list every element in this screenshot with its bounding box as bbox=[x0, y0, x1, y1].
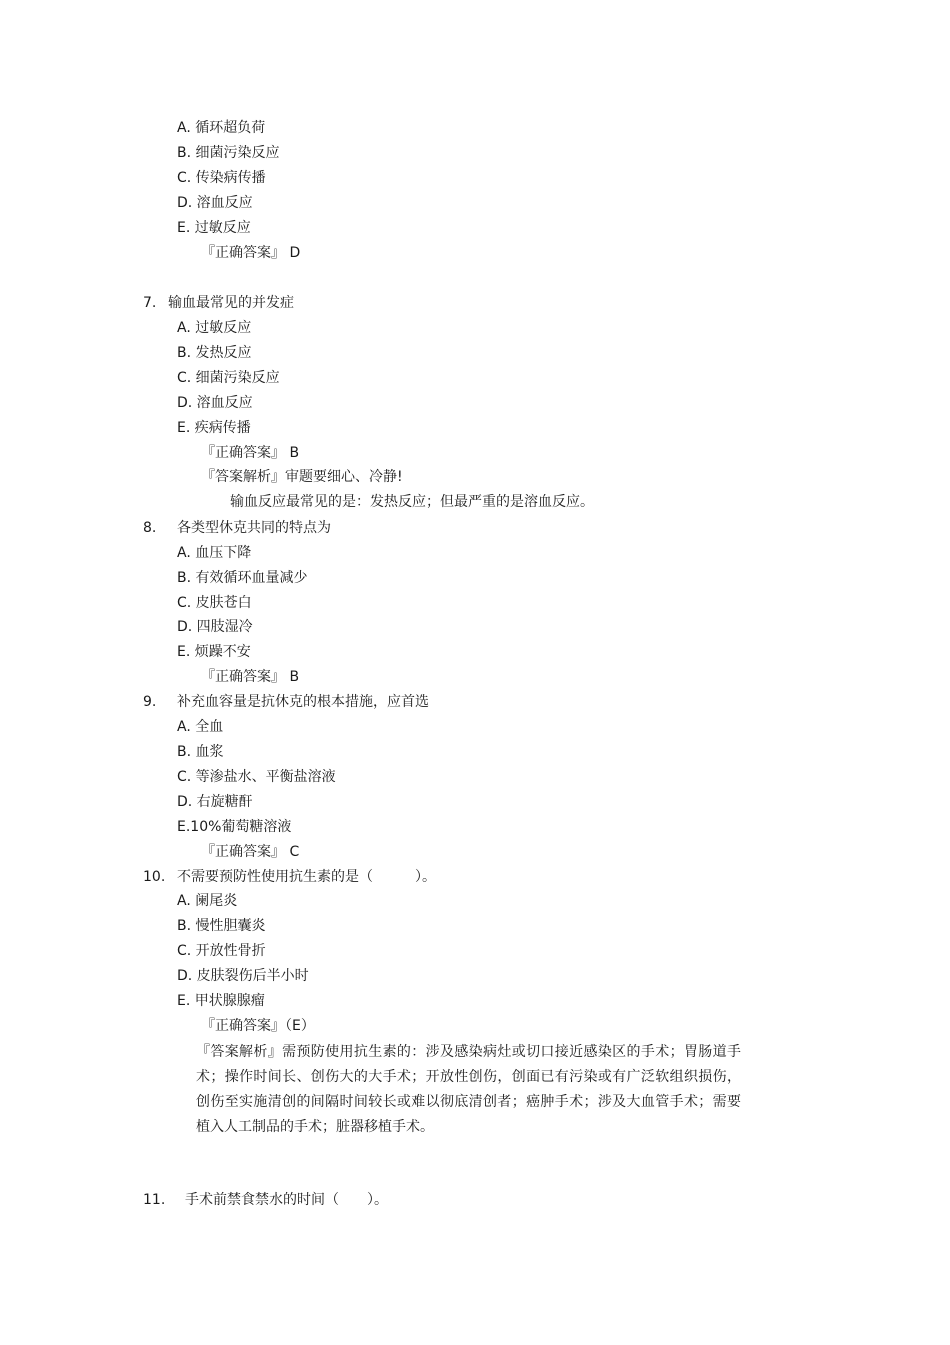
q9-option-e: E.10%葡萄糖溶液 bbox=[177, 819, 292, 835]
q10-question: 不需要预防性使用抗生素的是（ ）。 bbox=[177, 869, 436, 885]
q9-answer: 『正确答案』 C bbox=[201, 844, 300, 860]
q10-option-b: B. 慢性胆囊炎 bbox=[177, 918, 266, 934]
q6-option-e: E. 过敏反应 bbox=[177, 220, 251, 236]
q6-option-a: A. 循环超负荷 bbox=[177, 120, 266, 136]
q9-number: 9. bbox=[143, 694, 157, 710]
q10-analysis: 『答案解析』需预防使用抗生素的：涉及感染病灶或切口接近感染区的手术；胃肠道手术；操作时间长、创伤大的大手术；开放性创伤，创面已有污染或有广泛软组织损伤，创伤至实施清创的间隔时间较长或难以彻底清创者；癌肿手术；涉及大血管手术；需要植入人工制品的手术；脏器移植手术。 bbox=[196, 1044, 741, 1135]
q9-option-c: C. 等渗盐水、平衡盐溶液 bbox=[177, 769, 336, 785]
q8-option-c: C. 皮肤苍白 bbox=[177, 595, 252, 611]
q8-option-e: E. 烦躁不安 bbox=[177, 644, 251, 660]
q7-answer: 『正确答案』 B bbox=[201, 445, 300, 461]
q7-option-b: B. 发热反应 bbox=[177, 345, 252, 361]
q10-option-d: D. 皮肤裂伤后半小时 bbox=[177, 968, 309, 984]
q10-option-a: A. 阑尾炎 bbox=[177, 893, 238, 909]
q6-option-d: D. 溶血反应 bbox=[177, 195, 253, 211]
q11-number: 11. bbox=[143, 1192, 166, 1208]
q6-option-c: C. 传染病传播 bbox=[177, 170, 266, 186]
q10-option-e: E. 甲状腺腺瘤 bbox=[177, 993, 265, 1009]
q10-option-c: C. 开放性骨折 bbox=[177, 943, 266, 959]
q11-question: 手术前禁食禁水的时间（ ）。 bbox=[185, 1192, 388, 1208]
q9-option-b: B. 血浆 bbox=[177, 744, 224, 760]
q7-option-e: E. 疾病传播 bbox=[177, 420, 251, 436]
q9-option-d: D. 右旋糖酐 bbox=[177, 794, 253, 810]
q8-option-d: D. 四肢湿冷 bbox=[177, 619, 253, 635]
q10-number: 10. bbox=[143, 869, 166, 885]
q8-option-b: B. 有效循环血量减少 bbox=[177, 570, 308, 586]
q7-number: 7. bbox=[143, 295, 157, 311]
q7-option-a: A. 过敏反应 bbox=[177, 320, 252, 336]
q7-analysis-detail: 输血反应最常见的是：发热反应；但最严重的是溶血反应。 bbox=[230, 494, 594, 510]
q7-question: 输血最常见的并发症 bbox=[168, 295, 294, 311]
q8-number: 8. bbox=[143, 520, 157, 536]
q8-question: 各类型休克共同的特点为 bbox=[177, 520, 331, 536]
q6-answer: 『正确答案』 D bbox=[201, 245, 301, 261]
q7-option-c: C. 细菌污染反应 bbox=[177, 370, 280, 386]
q10-answer: 『正确答案』（E） bbox=[201, 1018, 315, 1034]
q7-option-d: D. 溶血反应 bbox=[177, 395, 253, 411]
q8-option-a: A. 血压下降 bbox=[177, 545, 252, 561]
q9-option-a: A. 全血 bbox=[177, 719, 224, 735]
q7-analysis: 『答案解析』审题要细心、冷静! bbox=[201, 469, 403, 485]
q9-question: 补充血容量是抗休克的根本措施，应首选 bbox=[177, 694, 429, 710]
q8-answer: 『正确答案』 B bbox=[201, 669, 300, 685]
q6-option-b: B. 细菌污染反应 bbox=[177, 145, 280, 161]
